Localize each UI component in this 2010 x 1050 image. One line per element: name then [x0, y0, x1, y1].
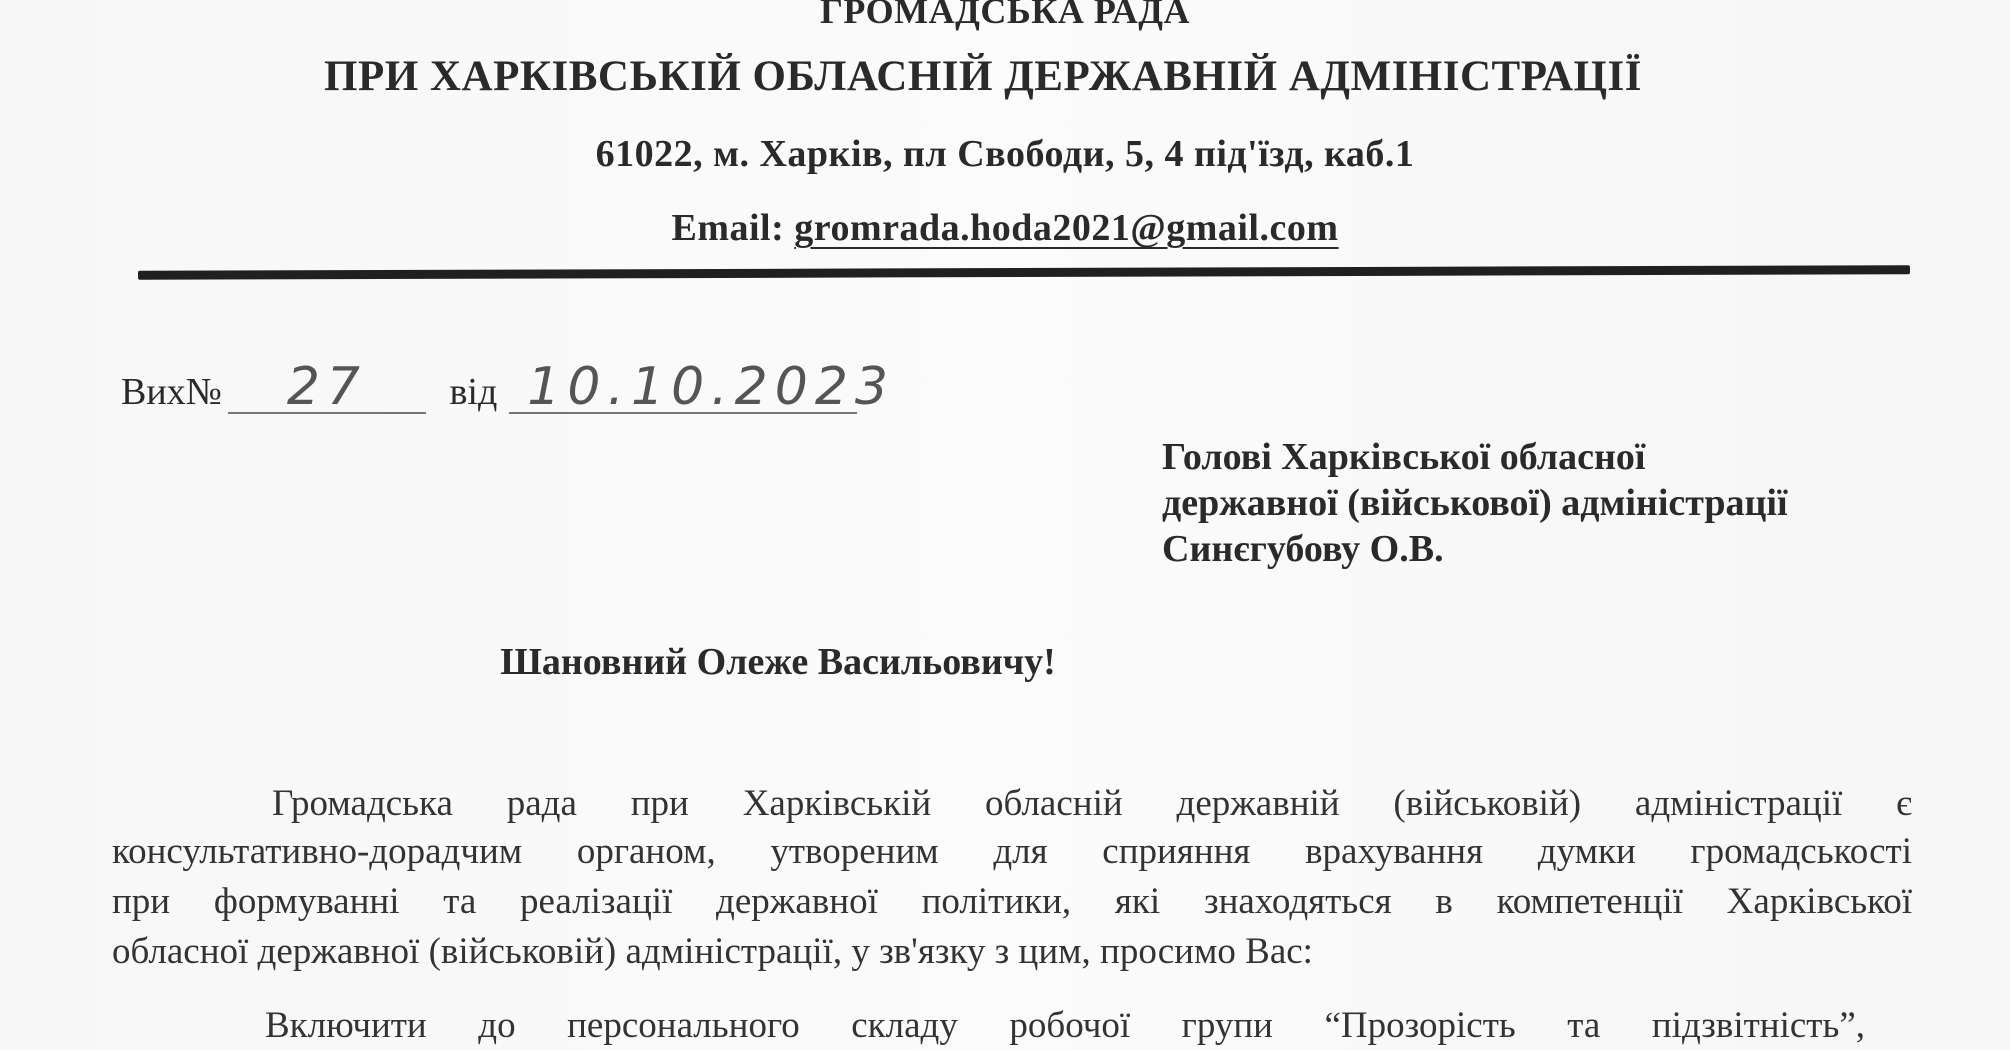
organization-subtitle: ПРИ ХАРКІВСЬКІЙ ОБЛАСНІЙ ДЕРЖАВНІЙ АДМІНІСТРАЦІЇ	[324, 53, 1642, 100]
outgoing-reference	[121, 357, 896, 417]
body-text-line: Громадська рада при Харківській обласній державній (військовій) адміністрації є	[272, 783, 1912, 824]
addressee-line: державної (військової) адміністрації	[1162, 482, 1788, 524]
body-text-line: Включити до персонального складу робочої групи “Прозорість та підзвітність”,	[265, 1005, 1865, 1046]
outgoing-date-handwritten: 10.10.2023	[509, 362, 857, 414]
letterhead-divider	[138, 265, 1910, 280]
body-text-line: консультативно-дорадчим органом, утвореним для сприяння врахування думки громадськості	[112, 831, 1912, 872]
organization-address: 61022, м. Харків, пл Свободи, 5, 4 під'їзд, каб.1	[595, 133, 1415, 175]
organization-name: ГРОМАДСЬКА РАДА	[820, 0, 1190, 31]
organization-email-line	[0, 206, 2010, 250]
outgoing-number-label: Вих№	[121, 371, 222, 413]
email-link[interactable]: gromrada.hoda2021@gmail.com	[794, 207, 1339, 249]
body-text-line: обласної державної (військовій) адміністрації, у зв'язку з цим, просимо Вас:	[112, 931, 1313, 972]
outgoing-date-label: від	[449, 371, 498, 413]
addressee-block	[1162, 434, 1788, 572]
addressee-name: Синєгубову О.В.	[1162, 528, 1444, 570]
body-text-line: при формуванні та реалізації державної політики, які знаходяться в компетенції Харківської	[112, 881, 1912, 922]
salutation: Шановний Олеже Васильовичу!	[500, 641, 1056, 683]
addressee-line: Голові Харківської обласної	[1162, 436, 1646, 478]
email-label: Email:	[671, 207, 785, 249]
outgoing-number-handwritten: 27	[228, 362, 426, 414]
